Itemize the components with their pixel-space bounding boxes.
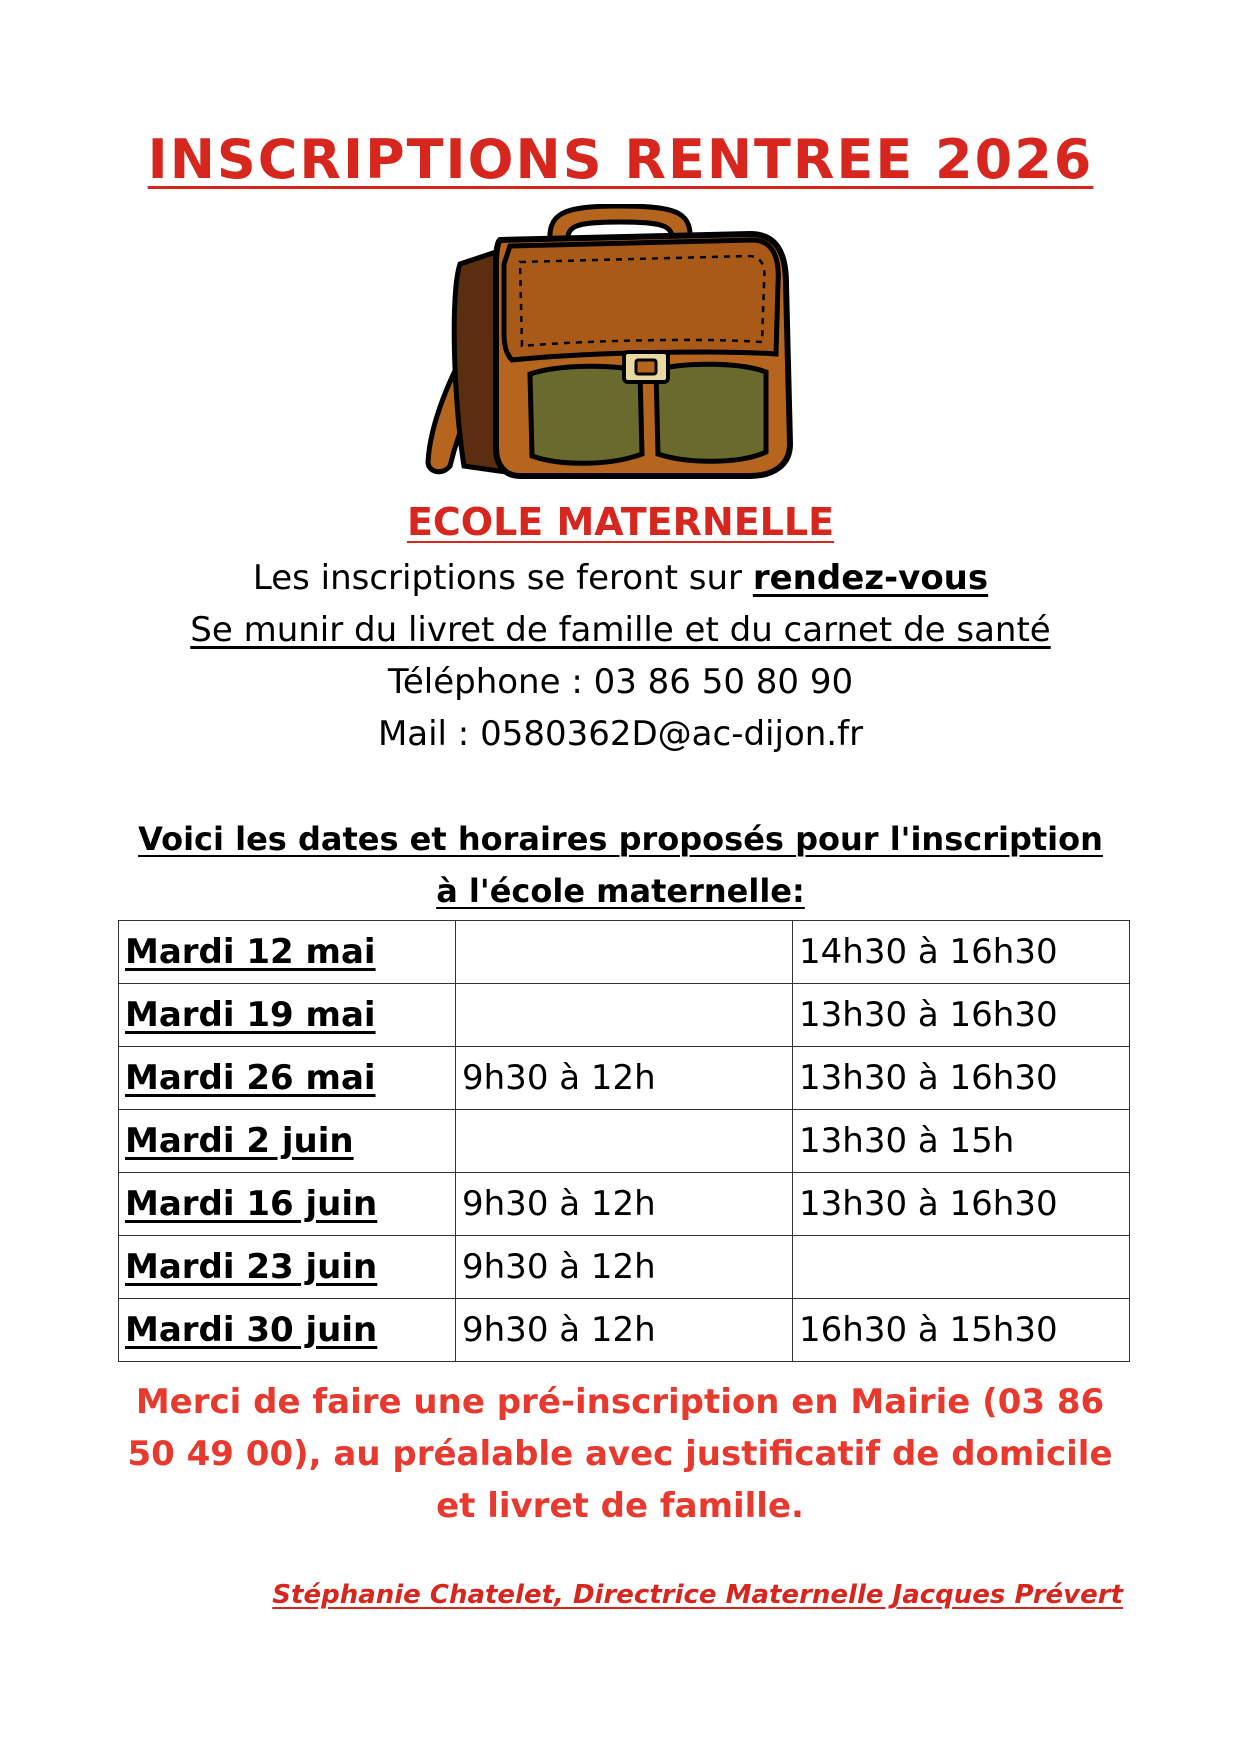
title-text: INSCRIPTIONS RENTREE 2026 xyxy=(147,128,1094,191)
morning-cell: 9h30 à 12h xyxy=(456,1236,793,1299)
date-cell xyxy=(119,984,456,1047)
afternoon-cell: 13h30 à 16h30 xyxy=(793,1047,1130,1110)
documents-text: Se munir du livret de famille et du carnet de santé xyxy=(190,610,1051,650)
date-text: Mardi 26 mai xyxy=(125,1058,376,1098)
school-name-text: ECOLE MATERNELLE xyxy=(406,500,835,544)
appointment-emphasis: rendez-vous xyxy=(752,558,989,598)
schedule-intro-line2 xyxy=(100,872,1141,910)
morning-cell: 9h30 à 12h xyxy=(456,1047,793,1110)
table-row xyxy=(119,1173,1130,1236)
phone-line: Téléphone : 03 86 50 80 90 xyxy=(387,662,854,702)
morning-cell xyxy=(456,984,793,1047)
schedule-table xyxy=(118,920,1130,1362)
date-cell xyxy=(119,1299,456,1362)
schedule-intro-line1 xyxy=(100,820,1141,858)
date-text: Mardi 2 juin xyxy=(125,1121,354,1161)
afternoon-cell: 13h30 à 16h30 xyxy=(793,1173,1130,1236)
table-row xyxy=(119,1299,1130,1362)
table-row xyxy=(119,1110,1130,1173)
morning-cell xyxy=(456,921,793,984)
appointment-text: Les inscriptions se feront sur xyxy=(252,558,743,598)
date-text: Mardi 12 mai xyxy=(125,932,376,972)
afternoon-cell: 13h30 à 15h xyxy=(793,1110,1130,1173)
table-row xyxy=(119,921,1130,984)
morning-cell: 9h30 à 12h xyxy=(456,1173,793,1236)
documents-line xyxy=(0,610,1241,650)
date-cell xyxy=(119,1047,456,1110)
afternoon-cell xyxy=(793,1236,1130,1299)
school-name xyxy=(0,500,1241,544)
afternoon-cell: 14h30 à 16h30 xyxy=(793,921,1130,984)
afternoon-cell: 13h30 à 16h30 xyxy=(793,984,1130,1047)
date-text: Mardi 30 juin xyxy=(125,1310,378,1350)
afternoon-cell: 16h30 à 15h30 xyxy=(793,1299,1130,1362)
table-row xyxy=(119,1047,1130,1110)
table-row xyxy=(119,984,1130,1047)
signature: Stéphanie Chatelet, Directrice Maternelle Jacques Prévert xyxy=(272,1580,1123,1610)
schedule-intro-text2: à l'école maternelle: xyxy=(436,872,805,910)
morning-cell xyxy=(456,1110,793,1173)
date-text: Mardi 19 mai xyxy=(125,995,376,1035)
schedule-intro-text1: Voici les dates et horaires proposés pour l'inscription xyxy=(138,820,1103,858)
date-cell xyxy=(119,921,456,984)
date-cell xyxy=(119,1110,456,1173)
date-text: Mardi 23 juin xyxy=(125,1247,378,1287)
date-text: Mardi 16 juin xyxy=(125,1184,378,1224)
appointment-line xyxy=(0,558,1241,598)
date-cell xyxy=(119,1236,456,1299)
satchel-icon xyxy=(420,204,820,484)
date-cell xyxy=(119,1173,456,1236)
preregistration-note: Merci de faire une pré-inscription en Mairie (03 86 50 49 00), au préalable avec justificatif de domicile et livret de famille. xyxy=(127,1382,1113,1526)
page-title xyxy=(0,128,1241,191)
morning-cell: 9h30 à 12h xyxy=(456,1299,793,1362)
mail-line: Mail : 0580362D@ac-dijon.fr xyxy=(377,714,864,754)
table-row xyxy=(119,1236,1130,1299)
